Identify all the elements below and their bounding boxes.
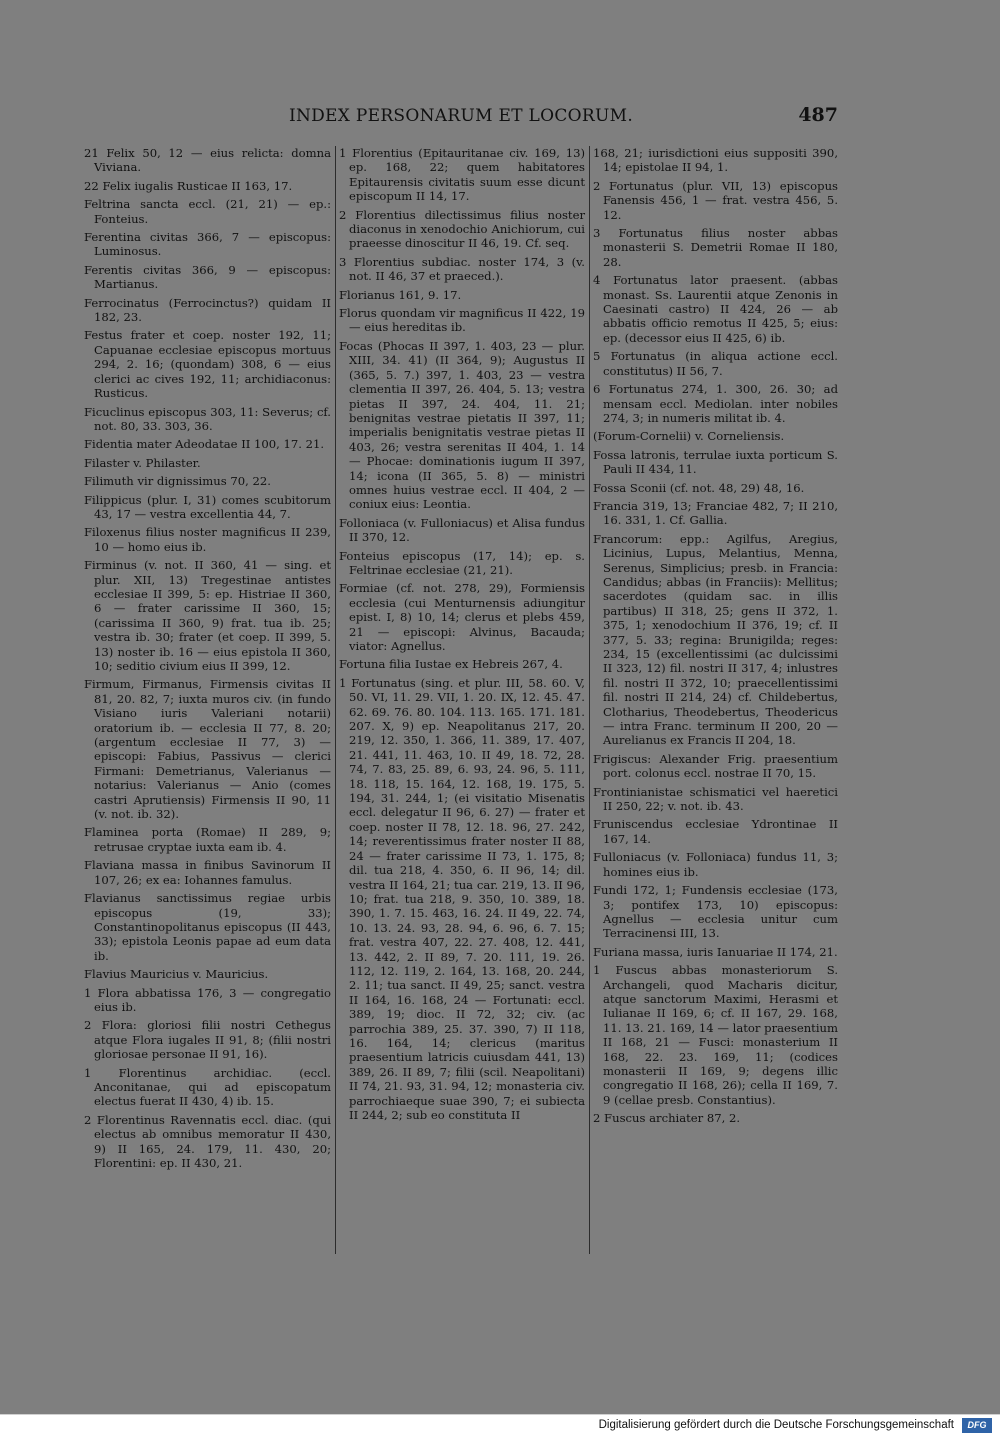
index-entry: Flaminea porta (Romae) II 289, 9; retrusae cryptae iuxta eam ib. 4. bbox=[84, 825, 331, 854]
running-title: INDEX PERSONARUM ET LOCORUM. bbox=[288, 106, 634, 126]
index-entry: Ferentis civitas 366, 9 — episcopus: Martianus. bbox=[84, 262, 331, 292]
page-header bbox=[84, 104, 838, 132]
index-entry: Focas (Phocas II 397, 1. 403, 23 — plur. XIII, 34. 41) (II 364, 9); Augustus II (365, 5. 7.) 397, 1. 403, 23 — vestra clementia II 397, 26. 404, 5. 13; vestra pietas II 397, 24. 404, 11. 21; benignitas vestrae pietatis II 397, 11; imperialis benignitatis vestrae pietas II 403, 26; vestra serenitas II 404, 1. 14 — Phocae: dominationis iugum II 397, 14; icona (II 365, 5. 8) — ministri omnes huius vestrae eccl. II 404, 2 — coniux eius: Leontia. bbox=[339, 338, 585, 512]
index-entry: Folloniaca (v. Fulloniacus) et Alisa fundus II 370, 12. bbox=[339, 515, 585, 545]
index-column-1 bbox=[84, 146, 331, 1174]
index-entry: 6 Fortunatus 274, 1. 300, 26. 30; ad mensam eccl. Mediolan. inter nobiles 274, 3; in numeris militat ib. 4. bbox=[593, 382, 838, 425]
column-divider bbox=[335, 146, 336, 1254]
index-entry: Fonteius episcopus (17, 14); ep. s. Feltrinae ecclesiae (21, 21). bbox=[339, 548, 585, 577]
index-entry: 3 Florentius subdiac. noster 174, 3 (v. not. II 46, 37 et praeced.). bbox=[339, 254, 585, 284]
dfg-logo: DFG bbox=[962, 1418, 992, 1433]
index-entry: 1 Flora abbatissa 176, 3 — congregatio eius ib. bbox=[84, 985, 331, 1014]
index-entry: 2 Florentius dilectissimus filius noster diaconus in xenodochio Anichiorum, cui praeesse dinoscitur II 46, 19. Cf. seq. bbox=[339, 207, 585, 251]
index-entry: Ficuclinus episcopus 303, 11: Severus; cf. not. 80, 33. 303, 36. bbox=[84, 404, 331, 433]
index-entry: Ferrocinatus (Ferrocinctus?) quidam II 182, 23. bbox=[84, 295, 331, 325]
index-entry: Fossa Sconii (cf. not. 48, 29) 48, 16. bbox=[593, 480, 805, 495]
index-entry: Filimuth vir dignissimus 70, 22. bbox=[84, 474, 271, 489]
index-column-2 bbox=[339, 146, 585, 1126]
index-entry: Fulloniacus (v. Folloniaca) fundus 11, 3; homines eius ib. bbox=[593, 850, 838, 879]
index-entry: 3 Fortunatus filius noster abbas monasterii S. Demetrii Romae II 180, 28. bbox=[593, 226, 838, 269]
index-entry: Florianus 161, 9. 17. bbox=[339, 287, 462, 302]
index-entry: Flaviana massa in finibus Savinorum II 107, 26; ex ea: Iohannes famulus. bbox=[84, 858, 331, 887]
index-entry: 5 Fortunatus (in aliqua actione eccl. constitutus) II 56, 7. bbox=[593, 349, 838, 378]
index-entry: Ferentina civitas 366, 7 — episcopus: Luminosus. bbox=[84, 230, 331, 259]
index-entry: Florus quondam vir magnificus II 422, 19 — eius hereditas ib. bbox=[339, 306, 585, 335]
index-entry: Fruniscendus ecclesiae Ydrontinae II 167, 14. bbox=[593, 817, 838, 846]
index-entry: 168, 21; iurisdictioni eius suppositi 390, 14; epistolae II 94, 1. bbox=[593, 146, 838, 175]
index-entry: Francia 319, 13; Franciae 482, 7; II 210, 16. 331, 1. Cf. Gallia. bbox=[593, 498, 838, 528]
index-entry: Flavius Mauricius v. Mauricius. bbox=[84, 967, 269, 982]
index-entry: 4 Fortunatus lator praesent. (abbas monast. Ss. Laurentii atque Zenonis in Caesinati castro) II 424, 26 — ab abbatis officio remotus II 425, 5; eius: ep. (decessor eius II 425, 6) ib. bbox=[593, 273, 838, 345]
index-entry: Filippicus (plur. I, 31) comes scubitorum 43, 17 — vestra excellentia 44, 7. bbox=[84, 492, 331, 521]
index-entry: Feltrina sancta eccl. (21, 21) — ep.: Fonteius. bbox=[84, 197, 331, 226]
index-entry: 1 Florentius (Epitauritanae civ. 169, 13) ep. 168, 22; quem habitatores Epitaurensis civitatis suum esse dicunt episcopum II 14, 17. bbox=[339, 146, 585, 204]
index-entry: Filaster v. Philaster. bbox=[84, 455, 201, 470]
index-entry: 2 Florentinus Ravennatis eccl. diac. (qui electus ab omnibus memoratur II 430, 9) II 165, 24. 179, 11. 430, 20; Florentini: ep. II 430, 21. bbox=[84, 1112, 331, 1170]
index-entry: Fundi 172, 1; Fundensis ecclesiae (173, 3; pontifex 173, 10) episcopus: Agnellus — ecclesia unitur cum Terracinensi III, 13. bbox=[593, 883, 838, 941]
index-entry: Festus frater et coep. noster 192, 11; Capuanae ecclesiae episcopus mortuus 294, 2. 16; (quondam) 308, 6 — eius clerici ac cives 192, 11; archidiaconus: Rusticus. bbox=[84, 328, 331, 401]
index-entry: Frontinianistae schismatici vel haeretici II 250, 22; v. not. ib. 43. bbox=[593, 784, 838, 814]
index-entry: 2 Fuscus archiater 87, 2. bbox=[593, 1111, 741, 1126]
index-entry: Firmum, Firmanus, Firmensis civitas II 81, 20. 82, 7; iuxta muros civ. (in fundo Visiano iuris Valeriani notarii) oratorium ib. — ecclesia II 77, 8. 20; (argentum ecclesiae II 77, 3) — episcopi: Fabius, Passivus — clerici Firmani: Demetrianus, Valerianus — notarius: Valerianus — Anio (comes castri Aprutiensis) Firmensis II 90, 11 (v. not. ib. 32). bbox=[84, 677, 331, 822]
index-entry: Fortuna filia Iustae ex Hebreis 267, 4. bbox=[339, 657, 563, 672]
index-entry: Furiana massa, iuris Ianuariae II 174, 21. bbox=[593, 944, 838, 959]
index-entry: Formiae (cf. not. 278, 29), Formiensis ecclesia (cui Menturnensis adiungitur epist. I, 8) 10, 14; clerus et plebs 459, 21 — episcopi: Alvinus, Bacauda; viator: Agnellus. bbox=[339, 581, 585, 653]
column-divider bbox=[589, 146, 590, 1254]
index-entry: 1 Fortunatus (sing. et plur. III, 58. 60. V, 50. VI, 11. 29. VII, 1. 20. IX, 12. 45. 47. 62. 69. 76. 80. 104. 113. 165. 171. 181. 207. X, 9) ep. Neapolitanus 217, 20. 219, 12. 350, 1. 366, 11. 389, 17. 407, 21. 441, 11. 463, 10. II 49, 18. 72, 28. 74, 7. 83, 25. 89, 6. 93, 24. 96, 5. 111, 18. 118, 15. 164, 12. 168, 19. 175, 5. 194, 31. 244, 1; (ei visitatio Misenatis eccl. delegatur II 96, 6. 27) — frater et coep. noster II 78, 12. 18. 96, 27. 242, 14; reverentissimus frater noster II 88, 24 — frater carissime II 73, 1. 175, 8; dil. tua 218, 4. 350, 6. II 96, 14; dil. vestra II 164, 21; tua car. 219, 13. II 96, 10; frat. tua 218, 9. 350, 10. 389, 18. 390, 1. 7. 15. 463, 16. 24. II 49, 22. 74, 10. 13. 24. 93, 28. 94, 6. 96, 6. 7. 15; frat. vestra 407, 22. 27. 408, 12. 441, 13. 442, 2. II 89, 7. 20. 111, 19. 26. 112, 12. 119, 2. 164, 13. 168, 20. 244, 2. 11; tua sanct. II 49, 25; sanct. vestra II 164, 16. 168, 24 — Fortunati: eccl. 389, 19; dioc. II 72, 32; civ. (ac parrochia 389, 25. 37. 390, 7) II 118, 16. 164, 14; clericus (maritus praesentium latricis cuiusdam 441, 13) 389, 26. II 89, 7; filii (scil. Neapolitani) II 74, 21. 93, 31. 94, 12; monasteria civ. parrochiaeque suae 390, 7; ei subiecta II 244, 2; sub eo constituta II bbox=[339, 675, 585, 1122]
index-entry: Fidentia mater Adeodatae II 100, 17. 21. bbox=[84, 437, 325, 452]
index-entry: Fossa latronis, terrulae iuxta porticum S. Pauli II 434, 11. bbox=[593, 447, 838, 477]
funding-credit: Digitalisierung gefördert durch die Deutsche Forschungsgemeinschaft bbox=[598, 1419, 954, 1431]
index-entry: Frigiscus: Alexander Frig. praesentium port. colonus eccl. nostrae II 70, 15. bbox=[593, 751, 838, 781]
index-entry: 2 Flora: gloriosi filii nostri Cethegus atque Flora iugales II 91, 8; (filii nostri gloriosae personae II 91, 16). bbox=[84, 1018, 331, 1062]
digitization-footer bbox=[0, 1414, 1000, 1437]
index-entry: 22 Felix iugalis Rusticae II 163, 17. bbox=[84, 178, 293, 193]
index-entry: Firminus (v. not. II 360, 41 — sing. et plur. XII, 13) Tregestinae antistes ecclesiae II 399, 5: ep. Histriae II 360, 6 — frater carissime II 360, 15; (carissima II 360, 9) frat. tua ib. 25; vestra ib. 30; frater (et coep. II 399, 5. 13) noster ib. 16 — eius epistola II 360, 10; seditio civium eius II 399, 12. bbox=[84, 558, 331, 673]
index-entry: 2 Fortunatus (plur. VII, 13) episcopus Fanensis 456, 1 — frat. vestra 456, 5. 12. bbox=[593, 178, 838, 222]
page-number: 487 bbox=[798, 104, 838, 126]
index-entry: Francorum: epp.: Agilfus, Aregius, Licinius, Lupus, Melantius, Menna, Serenus, Simplicius; presb. in Francia: Candidus; abbas (in Franciis): Mellitus; sacerdotes (quidam sac. in illis partibus) II 318, 25; gens II 372, 1. 375, 1; xenodochium II 376, 19; cf. II 377, 5. 33; regina: Brunigilda; reges: 234, 15 (excellentissimi (ac dulcissimi II 323, 12) fil. nostri II 317, 4; inlustres fil. nostri II 372, 10; praecellentissimi fil. nostri II 214, 24) cf. Childebertus, Clotharius, Theodebertus, Theodericus — intra Franc. terminum II 200, 20 — Aurelianus ex Francis II 204, 18. bbox=[593, 531, 838, 748]
index-entry: Filoxenus filius noster magnificus II 239, 10 — homo eius ib. bbox=[84, 525, 331, 554]
index-entry: 1 Florentinus archidiac. (eccl. Anconitanae, qui ad episcopatum electus fuerat II 430, 4) ib. 15. bbox=[84, 1065, 331, 1109]
index-entry: 21 Felix 50, 12 — eius relicta: domna Viviana. bbox=[84, 146, 331, 175]
index-entry: Flavianus sanctissimus regiae urbis episcopus (19, 33); Constantinopolitanus episcopus (II 443, 33); epistola Leonis papae ad eum data ib. bbox=[84, 891, 331, 963]
index-entry: (Forum-Cornelii) v. Corneliensis. bbox=[593, 429, 785, 444]
index-column-3 bbox=[593, 146, 838, 1130]
index-entry: 1 Fuscus abbas monasteriorum S. Archangeli, quod Macharis dicitur, atque sanctorum Maximi, Herasmi et Iulianae II 169, 6; cf. II 167, 29. 168, 11. 13. 21. 169, 14 — lator praesentium II 168, 21 — Fusci: monasterium II 168, 22. 23. 169, 11; (codices monasterii II 169, 9; degens illic congregatio II 168, 26); cella II 169, 7. 9 (cellae presb. Constantius). bbox=[593, 963, 838, 1107]
